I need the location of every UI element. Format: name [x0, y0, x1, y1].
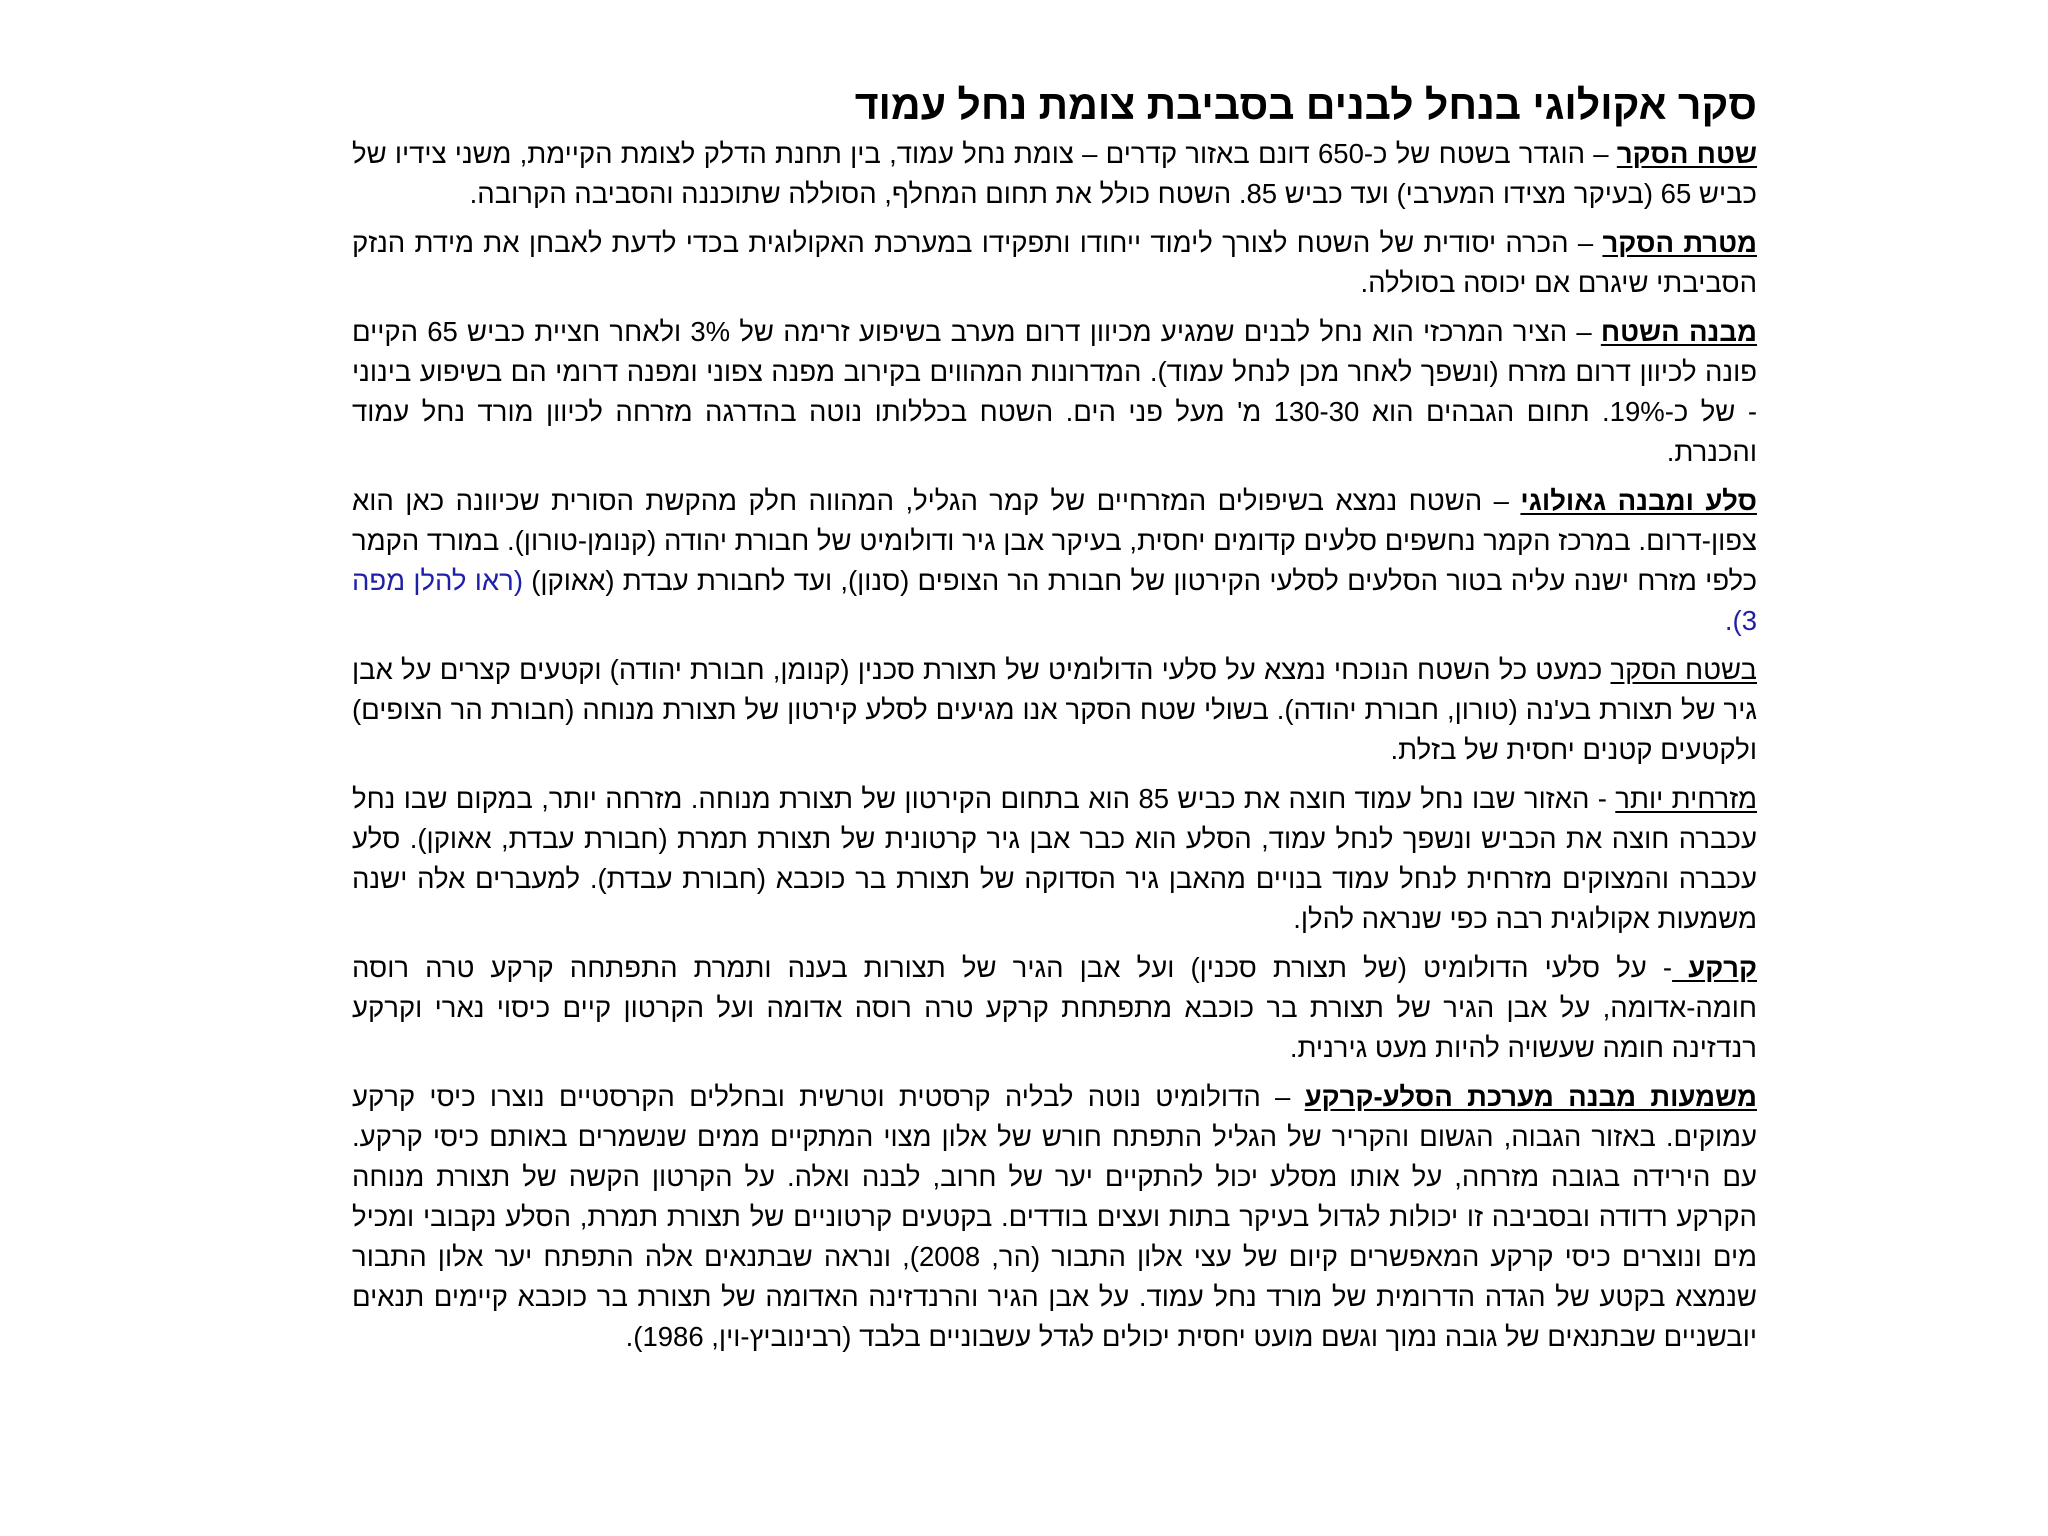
paragraph-text: - האזור שבו נחל עמוד חוצה את כביש 85 הוא בתחום הקירטון של תצורת מנוחה. מזרחה יותר, במקום שבו נחל עכברה חוצה את הכביש ונשפך לנחל עמוד, הסלע הוא כבר אבן גיר קרטונית של תצורת תמרת (חבורת עבדת, אאוקן). סלע עכברה והמצוקים מזרחית לנחל עמוד בנויים מהאבן גיר הסדוקה של תצורת בר כוכבא (חבורת עבדת). למעברים אלה ישנה משמעות אקולוגית רבה כפי שנראה להלן. [352, 783, 1757, 934]
paragraph-text: כמעט כל השטח הנוכחי נמצא על סלעי הדולומיט של תצורת סכנין (קנומן, חבורת יהודה) וקטעים קצרים על אבן גיר של תצורת בע'נה (טורון, חבורת יהודה). בשולי שטח הסקר אנו מגיעים לסלע קירטון של תצורת מנוחה (חבורת הר הצופים) ולקטעים קטנים יחסית של בזלת. [352, 654, 1757, 765]
paragraph-text: - על סלעי הדולומיט (של תצורת סכנין) ועל אבן הגיר של תצורות בענה ותמרת התפתחה קרקע טרה רוסה חומה-אדומה, על אבן הגיר של תצורת בר כוכבא מתפתחת קרקע טרה רוסה אדומה ועל הקרטון קיים כיסוי נארי וקרקע רנדזינה חומה שעשויה להיות מעט גירנית. [352, 952, 1757, 1063]
paragraph-survey-rocks [352, 650, 1757, 770]
paragraph-text: – הציר המרכזי הוא נחל לבנים שמגיע מכיוון דרום מערב בשיפוע זרימה של 3% ולאחר חציית כביש 65 הקיים פונה לכיוון דרום מזרח (ונשפך לאחר מכן לנחל עמוד). המדרונות המהווים בקירוב מפנה צפוני ומפנה דרומי הם בשיפוע בינוני - של כ-19%. תחום הגבהים הוא 130-30 מ' מעל פני הים. השטח בכללותו נוטה בהדרגה מזרחה לכיוון מורד נחל עמוד והכנרת. [352, 316, 1757, 467]
paragraph-survey-area [352, 134, 1757, 214]
paragraph-heading: קרקע [1672, 952, 1758, 983]
paragraph-heading: שטח הסקר [1616, 138, 1758, 169]
document-page [352, 80, 1757, 1366]
paragraph-heading: מבנה השטח [1600, 316, 1757, 347]
paragraph-heading: בשטח הסקר [1610, 654, 1758, 685]
paragraph-further-east [352, 779, 1757, 939]
paragraph-text: – הכרה יסודית של השטח לצורך לימוד ייחודו ותפקידו במערכת האקולוגית בכדי לדעת לאבחן את מידת הנזק הסביבתי שיגרם אם יכוסה בסוללה. [352, 227, 1757, 298]
paragraph-geology [352, 481, 1757, 641]
paragraph-heading: מטרת הסקר [1602, 227, 1757, 258]
paragraph-survey-goal [352, 223, 1757, 303]
paragraph-text: – הדולומיט נוטה לבליה קרסטית וטרשית ובחללים הקרסטיים נוצרו כיסי קרקע עמוקים. באזור הגבוה, הגשום והקריר של הגליל התפתח חורש של אלון מצוי המתקיים ממים שנשמרים באותם כיסי קרקע. עם הירידה בגובה מזרחה, על אותו מסלע יכול להתקיים יער של חרוב, לבנה ואלה. על הקרטון הקשה של תצורת מנוחה הקרקע רדודה ובסביבה זו יכולות לגדול בעיקר בתות ועצים בודדים. בקטעים קרטוניים של תצורת תמרת, הסלע נקבובי ומכיל מים ונוצרים כיסי קרקע המאפשרים קיום של עצי אלון התבור (הר, 2008), ונראה שבתנאים אלה התפתח יער אלון התבור שנמצא בקטע של הגדה הדרומית של מורד נחל עמוד. על אבן הגיר והרנדזינה האדומה של תצורת בר כוכבא קיימים תנאים יובשניים שבתנאים של גובה נמוך וגשם מועט יחסית יכולים לגדל עשבוניים בלבד (רבינוביץ-וין, 1986). [352, 1081, 1757, 1352]
paragraph-area-structure [352, 312, 1757, 472]
paragraph-text: – הוגדר בשטח של כ-650 דונם באזור קדרים – צומת נחל עמוד, בין תחנת הדלק לצומת הקיימת, משני צידיו של כביש 65 (בעיקר מצידו המערבי) ועד כביש 85. השטח כולל את תחום המחלף, הסוללה שתוכננה והסביבה הקרובה. [352, 138, 1757, 209]
paragraph-heading: סלע ומבנה גאולוגי [1520, 485, 1757, 516]
map-reference-link[interactable]: (ראו להלן מפה 3). [352, 565, 1757, 636]
paragraph-text: – השטח נמצא בשיפולים המזרחיים של קמר הגליל, המהווה חלק מהקשת הסורית שכיוונה כאן הוא צפון-דרום. במרכז הקמר נחשפים סלעים קדומים יחסית, בעיקר אבן גיר ודולומיט של חבורת יהודה (קנומן-טורון). במורד הקמר כלפי מזרח ישנה עליה בטור הסלעים לסלעי הקירטון של חבורת הר הצופים (סנון), ועד לחבורת עבדת (אאוקן) [352, 485, 1758, 596]
paragraph-heading: מזרחית יותר [1615, 783, 1757, 814]
paragraph-heading: משמעות מבנה מערכת הסלע-קרקע [1304, 1081, 1757, 1112]
paragraph-rock-soil-system [352, 1077, 1757, 1357]
document-title: סקר אקולוגי בנחל לבנים בסביבת צומת נחל עמוד [854, 82, 1757, 128]
paragraph-soil [352, 948, 1757, 1068]
